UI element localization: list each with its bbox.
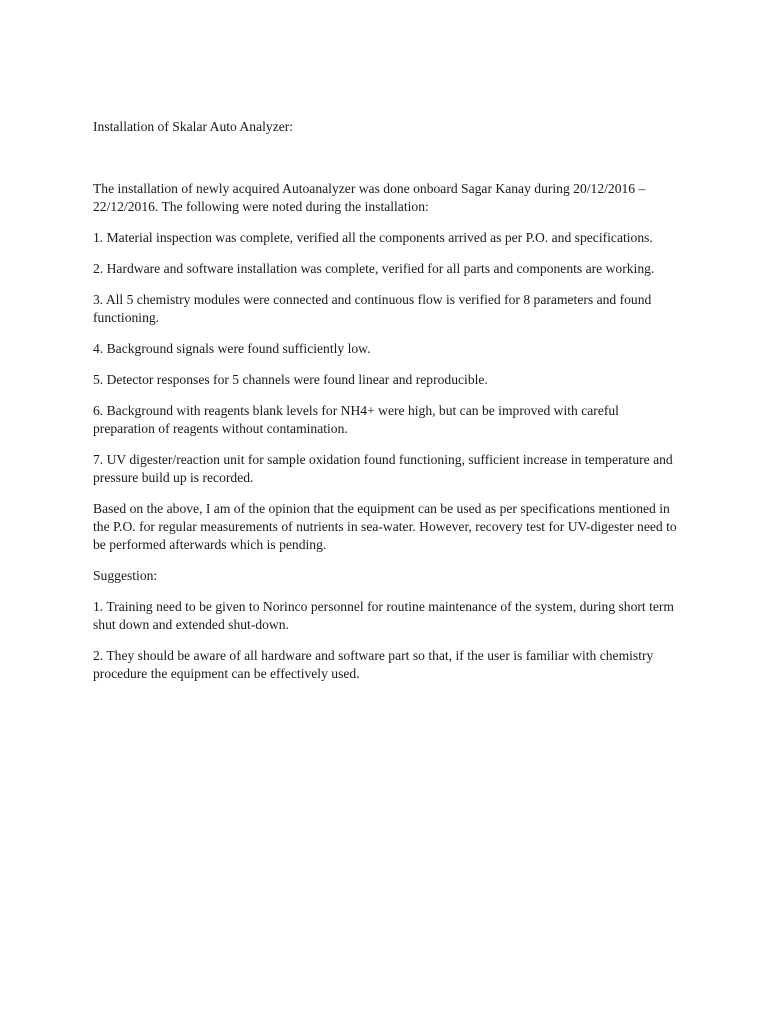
conclusion-paragraph: Based on the above, I am of the opinion that the equipment can be used as per specifications mentioned in the P.O. for regular measurements of nutrients in sea-water. However, recovery test for UV-digester need to be performed afterwards which is pending. (93, 501, 677, 552)
finding-item-7: 7. UV digester/reaction unit for sample oxidation found functioning, sufficient increase in temperature and pressure build up is recorded. (93, 452, 673, 485)
document-body (93, 118, 683, 696)
finding-item-2: 2. Hardware and software installation was complete, verified for all parts and components are working. (93, 261, 655, 276)
finding-item-4: 4. Background signals were found sufficiently low. (93, 341, 371, 356)
finding-item-6: 6. Background with reagents blank levels for NH4+ were high, but can be improved with careful preparation of reagents without contamination. (93, 403, 619, 436)
suggestion-item-2: 2. They should be aware of all hardware and software part so that, if the user is familiar with chemistry procedure the equipment can be effectively used. (93, 648, 654, 681)
finding-item-1: 1. Material inspection was complete, verified all the components arrived as per P.O. and specifications. (93, 230, 653, 245)
finding-item-3: 3. All 5 chemistry modules were connected and continuous flow is verified for 8 parameters and found functioning. (93, 292, 652, 325)
suggestion-item-1: 1. Training need to be given to Norinco personnel for routine maintenance of the system, during short term shut down and extended shut-down. (93, 599, 675, 632)
suggestion-heading: Suggestion: (93, 568, 158, 583)
intro-paragraph: The installation of newly acquired Autoanalyzer was done onboard Sagar Kanay during 20/12/2016 – 22/12/2016. The following were noted during the installation: (93, 181, 646, 214)
finding-item-5: 5. Detector responses for 5 channels were found linear and reproducible. (93, 372, 488, 387)
document-title: Installation of Skalar Auto Analyzer: (93, 119, 294, 134)
